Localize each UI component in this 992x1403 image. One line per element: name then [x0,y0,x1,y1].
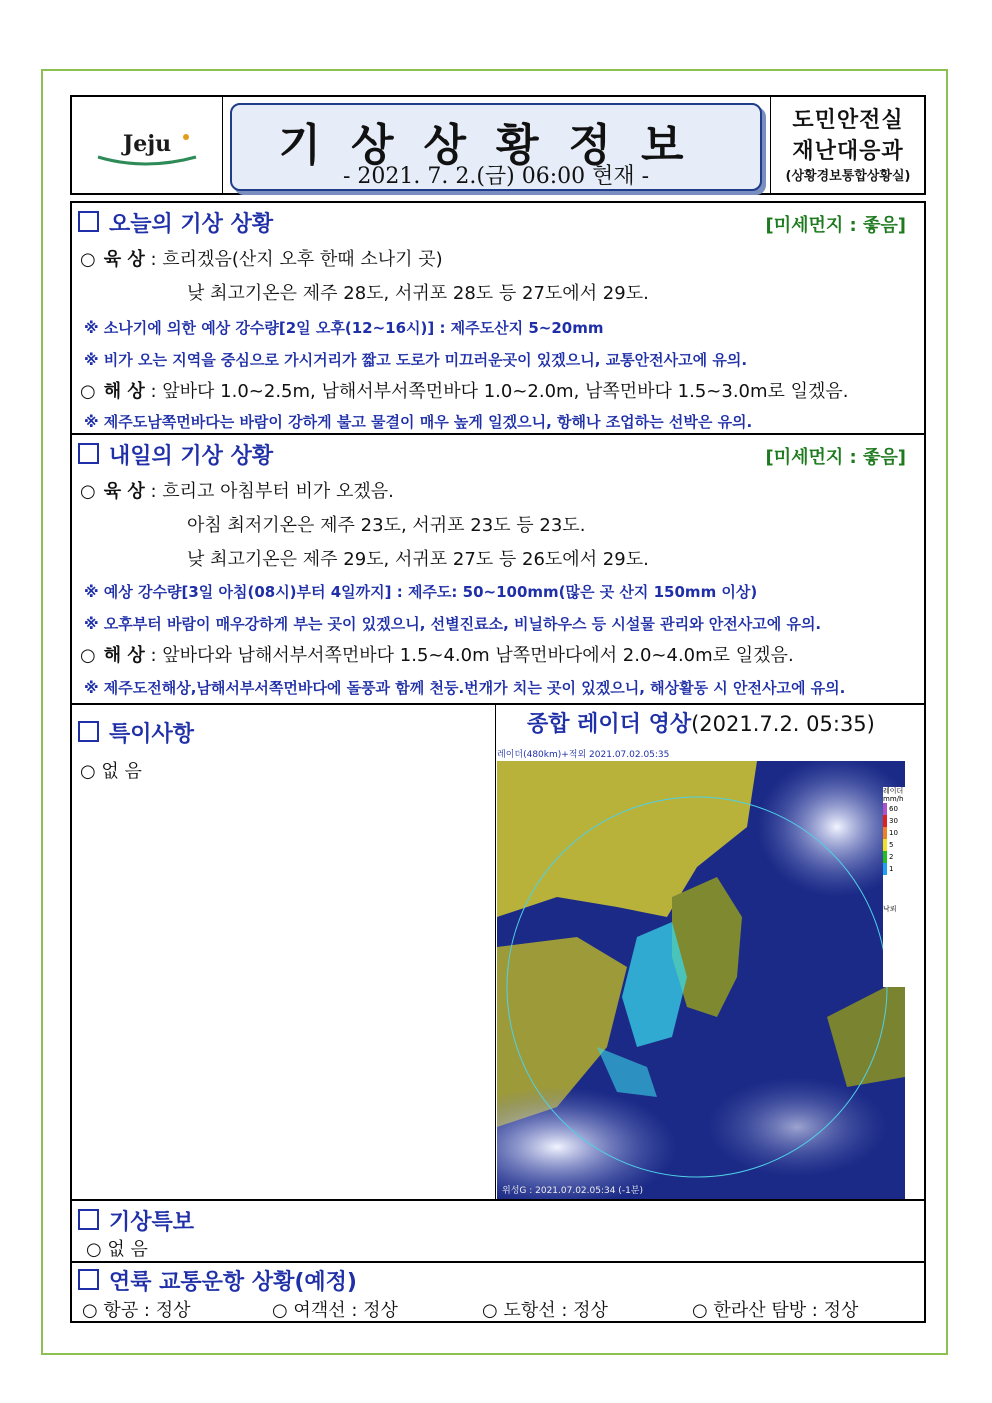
circle-bullet-icon: ○ [80,381,96,402]
radar-header-text: 레이더(480km)+적외 2021.07.02.05:35 [497,747,905,761]
tomorrow-sea-line: : 앞바다와 남해서부서쪽먼바다 1.5~4.0m 남쪽먼바다에서 2.0~4.0m로 일겠음. [150,645,794,666]
today-title [78,207,273,238]
tomorrow-sea [80,641,794,667]
report-title: 기상상황정보 [278,120,714,171]
radar-map [497,747,905,1199]
special-item: ○ 없 음 [80,761,142,782]
tomorrow-land [80,477,394,503]
today-land-line2: 낮 최고기온은 제주 28도, 서귀포 28도 등 27도에서 29도. [187,283,649,304]
tomorrow-note3: ※ 제주도전해상,남해서부서쪽먼바다에 돌풍과 함께 천둥.번개가 치는 곳이 있겠으니, 해상활동 시 안전사고에 유의. [84,679,846,697]
warning-section [70,1201,926,1263]
today-land-line1: : 흐리겠음(산지 오후 한때 소나기 곳) [150,249,443,270]
special-title [78,717,194,748]
traffic-title [78,1265,357,1296]
tomorrow-title [78,439,273,470]
legend-value: 10 [883,827,905,839]
circle-bullet-icon: ○ [80,645,96,666]
today-note1: ※ 소나기에 의한 예상 강수량[2일 오후(12~16시)] : 제주도산지 5~20mm [84,319,604,337]
weather-report [70,95,926,1323]
tomorrow-sea-label: 해 상 [103,645,145,666]
traffic-hallasan: ○ 한라산 탐방 : 정상 [692,1300,859,1321]
today-sea-line: : 앞바다 1.0~2.5m, 남해서부서쪽먼바다 1.0~2.0m, 남쪽먼바다 1.5~3.0m로 일겠음. [150,381,849,402]
tomorrow-title-text: 내일의 기상 상황 [109,444,274,469]
traffic-ferry: ○ 여객선 : 정상 [272,1300,398,1321]
logo-cell [72,97,223,193]
division-name: 재난대응과 [792,139,904,164]
tomorrow-land-line3: 낮 최고기온은 제주 29도, 서귀포 27도 등 26도에서 29도. [187,549,649,570]
circle-bullet-icon: ○ [80,481,96,502]
traffic-title-text: 연륙 교통운항 상황(예정) [109,1270,357,1295]
circle-bullet-icon: ○ [80,249,96,270]
title-box [230,103,762,191]
radar-legend [883,787,905,987]
legend-value: 2 [883,851,905,863]
radar-title [527,707,875,738]
today-sea-label: 해 상 [103,381,145,402]
legend-value: 1 [883,863,905,875]
report-date: - 2021. 7. 2.(금) 06:00 현재 - [342,164,650,189]
warning-item: ○ 없 음 [86,1239,148,1260]
tomorrow-note2: ※ 오후부터 바람이 매우강하게 부는 곳이 있겠으니, 선별진료소, 비닐하우스 등 시설물 관리와 안전사고에 유의. [84,615,822,633]
warning-title-text: 기상특보 [109,1210,195,1235]
tomorrow-land-line2: 아침 최저기온은 제주 23도, 서귀포 23도 등 23도. [187,515,586,536]
radar-title-time: (2021.7.2. 05:35) [691,712,875,736]
special-section [70,705,926,1201]
today-land-label: 육 상 [103,249,145,270]
report-header [70,95,926,195]
column-divider [495,705,496,1199]
checkbox-icon [78,211,99,232]
legend-value: 5 [883,839,905,851]
today-note2: ※ 비가 오는 지역을 중심으로 가시거리가 짧고 도로가 미끄러운곳이 있겠으니, 교통안전사고에 유의. [84,351,748,369]
today-dust: [미세먼지 : 좋음] [765,215,906,236]
department-name: 도민안전실 [792,108,904,133]
today-sea [80,377,849,403]
logo-text: Jeju [122,131,172,157]
legend-lightning: 낙뢰 [883,905,897,913]
traffic-island-ferry: ○ 도항선 : 정상 [482,1300,608,1321]
warning-title [78,1205,194,1236]
today-section [70,201,926,435]
radar-title-bold: 종합 레이더 영상 [527,712,692,737]
traffic-air: ○ 항공 : 정상 [82,1300,191,1321]
jeju-logo [90,127,205,167]
traffic-section [70,1263,926,1323]
radar-footer-text: 위성G : 2021.07.02.05:34 (-1분) [502,1186,643,1196]
tomorrow-note1: ※ 예상 강수량[3일 아침(08시)부터 4일까지] : 제주도: 50~100mm(많은 곳 산지 150mm 이상) [84,583,758,601]
legend-unit: 레이더 mm/h [883,787,904,803]
tomorrow-section [70,435,926,705]
tomorrow-land-line1: : 흐리고 아침부터 비가 오겠음. [150,481,394,502]
legend-value: 60 [883,803,905,815]
tomorrow-dust: [미세먼지 : 좋음] [765,447,906,468]
department-cell [770,97,925,193]
checkbox-icon [78,443,99,464]
special-title-text: 특이사항 [109,722,195,747]
checkbox-icon [78,721,99,742]
legend-value: 30 [883,815,905,827]
today-note3: ※ 제주도남쪽먼바다는 바람이 강하게 불고 물결이 매우 높게 일겠으니, 항해나 조업하는 선박은 유의. [84,413,753,431]
checkbox-icon [78,1209,99,1230]
checkbox-icon [78,1269,99,1290]
today-land [80,245,443,271]
today-title-text: 오늘의 기상 상황 [109,212,274,237]
office-name: (상황경보통합상황실) [785,169,911,184]
radar-image [497,747,905,1199]
tomorrow-land-label: 육 상 [103,481,145,502]
